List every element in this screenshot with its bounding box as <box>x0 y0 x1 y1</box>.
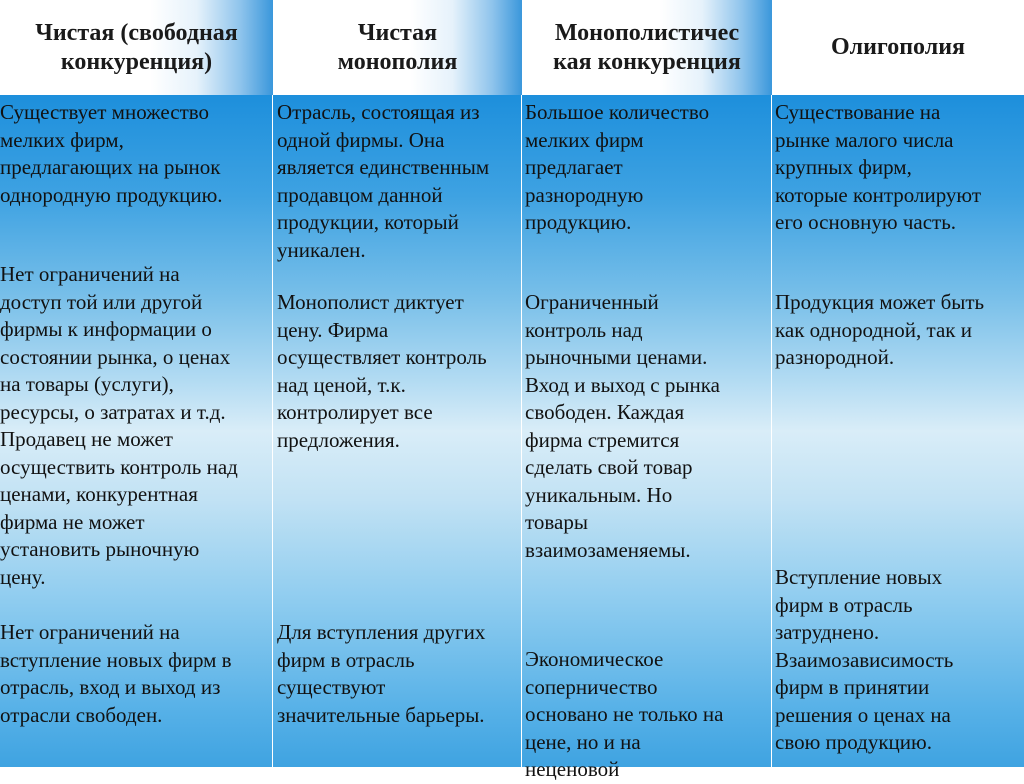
text-line: отрасли свободен. <box>0 702 163 727</box>
text-line: уникален. <box>277 237 366 262</box>
text-line: фирма стремится <box>525 427 680 452</box>
text-line: Вступление новых <box>775 565 943 589</box>
paragraph <box>277 289 521 454</box>
paragraph <box>775 99 1024 237</box>
text-line: фирмы к информации о <box>0 317 212 341</box>
text-line: цене, но и на <box>525 729 641 754</box>
text-line: над ценой, т.к. <box>277 372 406 397</box>
text-line: фирм в принятии <box>775 675 930 699</box>
header-line: монополия <box>337 48 458 75</box>
text-line: контролирует все <box>277 400 433 424</box>
text-line: Существование на <box>775 100 941 124</box>
text-line: Для вступления других <box>277 620 486 644</box>
text-line: одной фирмы. Она <box>277 127 445 152</box>
text-line: продукцию. <box>525 210 632 234</box>
text-line: предлагает <box>525 155 623 179</box>
text-line: Взаимозависимость <box>775 647 954 672</box>
text-line: цену. Фирма <box>277 317 389 342</box>
text-line: ресурсы, о затратах и т.д. <box>0 399 226 424</box>
text-line: Вход и выход с рынка <box>525 372 720 397</box>
text-line: товары <box>525 510 588 534</box>
header-pure-monopoly <box>273 0 522 95</box>
text-line: фирм в отрасль <box>775 592 913 617</box>
text-line: уникальным. Но <box>525 482 673 507</box>
text-line: предлагающих на рынок <box>0 155 221 179</box>
text-line: на товары (услуги), <box>0 372 174 396</box>
text-line: фирм в отрасль <box>277 647 415 672</box>
text-line: свою продукцию. <box>775 730 932 754</box>
header-oligopoly <box>772 0 1024 95</box>
text-line: Отрасль, состоящая из <box>277 100 480 124</box>
text-line: затруднено. <box>775 620 880 644</box>
text-line: вступление новых фирм в <box>0 647 232 672</box>
text-line: осуществляет контроль <box>277 345 487 369</box>
text-line: доступ той или другой <box>0 289 203 314</box>
text-line: Продукция может быть <box>775 290 985 314</box>
text-line: состоянии рынка, о ценах <box>0 344 231 369</box>
text-line: как однородной, так и <box>775 317 972 342</box>
paragraph <box>525 99 771 237</box>
text-line: неценовой <box>525 757 620 781</box>
header-line: Олигополия <box>830 34 966 60</box>
header-line: Чистая (свободная <box>35 19 238 46</box>
text-line: ценами, конкурентная <box>0 482 198 506</box>
text-line: контроль над <box>525 317 643 342</box>
paragraph <box>775 289 1024 372</box>
header-line: Чистая <box>357 19 438 46</box>
text-line: его основную часть. <box>775 210 957 234</box>
text-line: продавцом данной <box>277 182 443 207</box>
header-monopolistic-competition <box>522 0 772 95</box>
text-line: мелких фирм <box>525 127 644 152</box>
paragraph <box>0 261 272 591</box>
text-line: взаимозаменяемы. <box>525 537 691 562</box>
paragraph <box>525 289 771 564</box>
text-line: предложения. <box>277 427 400 452</box>
text-line: Существует множество <box>0 100 210 124</box>
text-line: разнородную <box>525 182 644 207</box>
column-oligopoly <box>772 95 1024 767</box>
text-line: Ограниченный <box>525 290 659 314</box>
text-line: сделать свой товар <box>525 455 693 479</box>
text-line: однородную продукцию. <box>0 182 223 207</box>
text-line: решения о ценах на <box>775 702 951 727</box>
header-perfect-competition <box>0 0 273 95</box>
text-line: существуют <box>277 675 386 699</box>
column-perfect-competition <box>0 95 273 767</box>
column-pure-monopoly <box>273 95 522 767</box>
text-line: рынке малого числа <box>775 127 954 152</box>
header-line: Монополистичес <box>554 19 740 46</box>
text-line: фирма не может <box>0 509 145 534</box>
text-line: которые контролируют <box>775 182 982 207</box>
text-line: осуществить контроль над <box>0 454 238 479</box>
paragraph <box>775 564 1024 757</box>
text-line: крупных фирм, <box>775 155 912 179</box>
text-line: отрасль, вход и выход из <box>0 675 221 699</box>
column-monopolistic-competition <box>522 95 772 781</box>
text-line: Продавец не может <box>0 427 173 451</box>
text-line: Экономическое <box>525 647 664 671</box>
text-line: Монополист диктует <box>277 290 464 314</box>
text-line: рыночными ценами. <box>525 345 708 369</box>
text-line: основано не только на <box>525 702 724 726</box>
paragraph <box>277 99 521 264</box>
text-line: свободен. Каждая <box>525 400 685 424</box>
paragraph <box>0 619 272 729</box>
paragraph <box>0 99 272 209</box>
text-line: мелких фирм, <box>0 127 124 152</box>
header-line: конкуренция) <box>60 48 213 75</box>
text-line: разнородной. <box>775 345 895 369</box>
text-line: Нет ограничений на <box>0 262 180 286</box>
text-line: значительные барьеры. <box>277 702 485 727</box>
text-line: является единственным <box>277 155 490 179</box>
paragraph <box>525 646 771 784</box>
paragraph <box>277 619 521 729</box>
text-line: продукции, который <box>277 210 459 234</box>
text-line: цену. <box>0 564 46 589</box>
text-line: Большое количество <box>525 100 710 124</box>
text-line: соперничество <box>525 674 658 699</box>
text-line: установить рыночную <box>0 537 200 561</box>
text-line: Нет ограничений на <box>0 620 180 644</box>
header-line: кая конкуренция <box>553 48 741 75</box>
